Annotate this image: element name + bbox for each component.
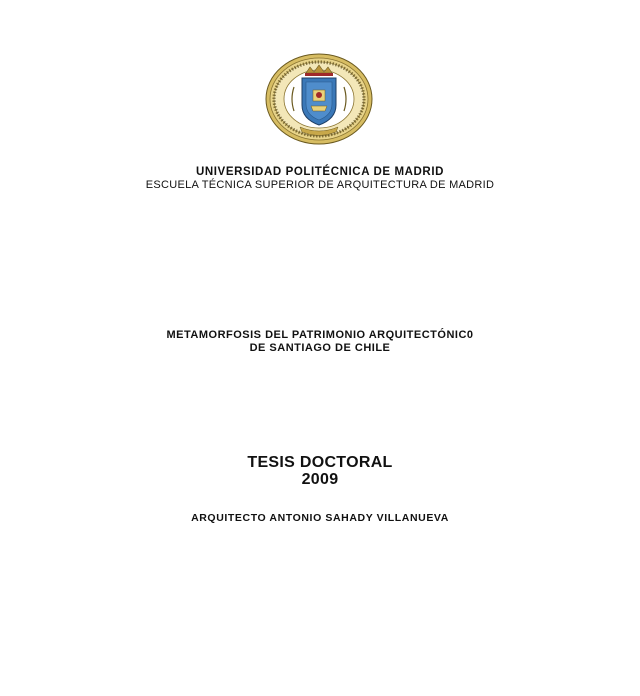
university-name: UNIVERSIDAD POLITÉCNICA DE MADRID (195, 166, 445, 178)
thesis-title-line-1: METAMORFOSIS DEL PATRIMONIO ARQUITECTÓNIC0 (166, 329, 474, 341)
author-name: ARQUITECTO ANTONIO SAHADY VILLANUEVA (191, 512, 449, 524)
thesis-type: TESIS DOCTORAL (247, 454, 393, 471)
thesis-year: 2009 (301, 471, 339, 488)
school-name: ESCUELA TÉCNICA SUPERIOR DE ARQUITECTURA DE MADRID (145, 179, 495, 191)
thesis-title-line-2: DE SANTIAGO DE CHILE (249, 342, 391, 354)
university-seal-logo (264, 53, 374, 145)
